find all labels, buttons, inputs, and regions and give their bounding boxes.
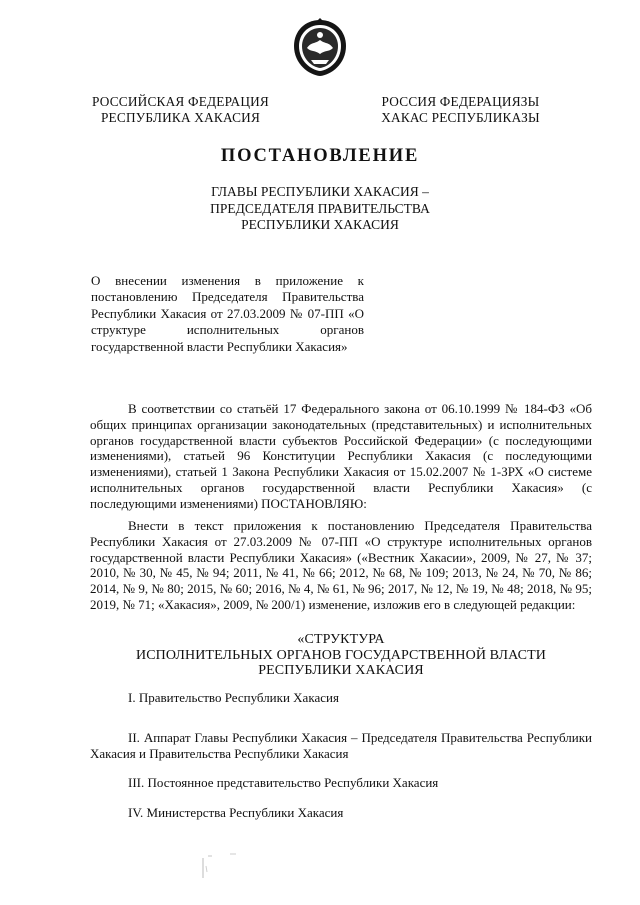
- header-left-line-1: РОССИЙСКАЯ ФЕДЕРАЦИЯ: [92, 94, 269, 109]
- body-paragraph-1: В соответствии со статьёй 17 Федерального закона от 06.10.1999 № 184-ФЗ «Об общих принципах организации законодательных (представительных) и исполнительных органов государственной власти субъектов Российской Федерации» (с последующими изменениями), статьей 96 Конституции Республики Хакасия (с последующими изменениями), статьей 1 Закона Республики Хакасия от 15.02.2007 № 1-ЗРХ «О системе исполнительных органов государственной власти Республики Хакасия» (с последующими изменениями) ПОСТАНОВЛЯЮ:: [90, 401, 592, 511]
- issuing-authority: [150, 184, 490, 234]
- authority-line-3: РЕСПУБЛИКИ ХАКАСИЯ: [241, 217, 399, 232]
- structure-item-4: IV. Министерства Республики Хакасия: [128, 805, 344, 820]
- structure-item-2: II. Аппарат Главы Республики Хакасия – Председателя Правительства Республики Хакасия и Правительства Республики Хакасия: [90, 730, 592, 761]
- structure-title-line-1: «СТРУКТУРА: [297, 632, 385, 647]
- structure-item-3: III. Постоянное представительство Республики Хакасия: [128, 775, 439, 790]
- header-khakas: [368, 94, 553, 126]
- header-russian: [88, 94, 273, 126]
- document-subject: О внесении изменения в приложение к постановлению Председателя Правительства Республики Хакасия от 27.03.2009 № 07-ПП «О структуре исполнительных органов государственной власти Республики Хакасия»: [91, 273, 364, 354]
- structure-title-line-2: ИСПОЛНИТЕЛЬНЫХ ОРГАНОВ ГОСУДАРСТВЕННОЙ ВЛАСТИ: [136, 647, 546, 663]
- body-paragraph-2: Внести в текст приложения к постановлению Председателя Правительства Республики Хакасия от 27.03.2009 № 07-ПП «О структуре исполнительных органов государственной власти Республики Хакасия» («Вестник Хакасии», 2009, № 27, № 37; 2010, № 30, № 45, № 94; 2011, № 41, № 66; 2012, № 68, № 109; 2013, № 24, № 70, № 86; 2014, № 9, № 80; 2015, № 60; 2016, № 4, № 61, № 96; 2017, № 12, № 19, № 48; 2018, № 95; 2019, № 71; «Хакасия», 2009, № 200/1) изменение, изложив его в следующей редакции:: [90, 518, 592, 612]
- header-left-line-2: РЕСПУБЛИКА ХАКАСИЯ: [100, 110, 261, 125]
- coat-of-arms-icon: [291, 18, 349, 78]
- structure-item-1: I. Правительство Республики Хакасия: [128, 690, 339, 705]
- authority-line-2: ПРЕДСЕДАТЕЛЯ ПРАВИТЕЛЬСТВА: [210, 200, 430, 216]
- structure-title: [90, 632, 592, 679]
- header-right-line-2: ХАКАС РЕСПУБЛИКАЗЫ: [381, 110, 540, 125]
- structure-title-line-3: РЕСПУБЛИКИ ХАКАСИЯ: [258, 663, 424, 678]
- header-right-line-1: РОССИЯ ФЕДЕРАЦИЯЗЫ: [381, 94, 540, 109]
- scan-artifact-mark: [200, 852, 248, 880]
- document-type-title: ПОСТАНОВЛЕНИЕ: [220, 146, 420, 166]
- authority-line-1: ГЛАВЫ РЕСПУБЛИКИ ХАКАСИЯ –: [211, 184, 429, 199]
